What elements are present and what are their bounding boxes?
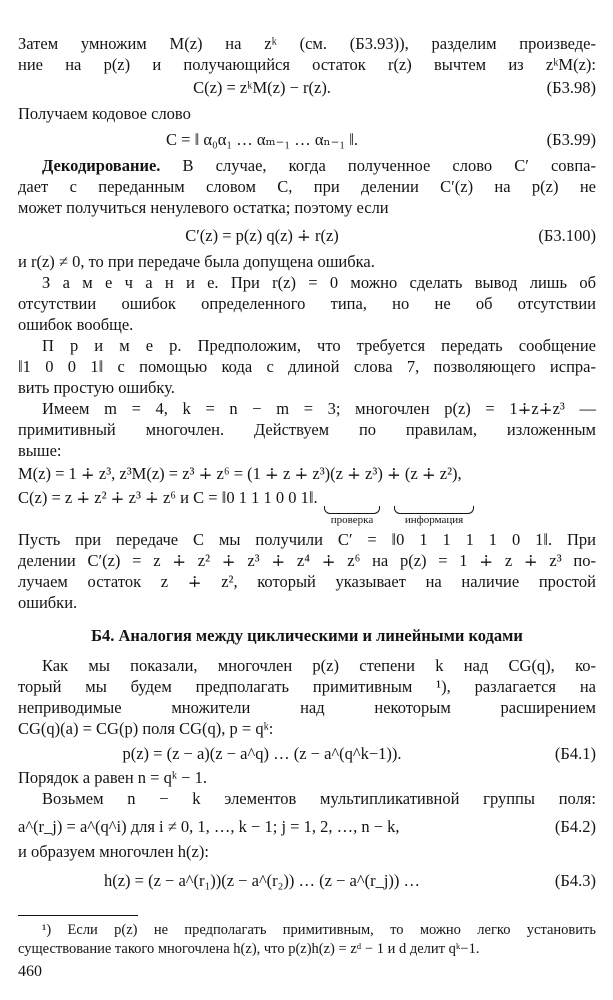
- formula: C = ‖ α₀α₁ … αₘ₋₁ … αₙ₋₁ ‖.: [166, 130, 358, 149]
- text-line: Порядок a равен n = qᵏ − 1.: [18, 768, 207, 787]
- check-brace: [324, 506, 380, 526]
- formula: a^(r_j) = a^(q^i) для i ≠ 0, 1, …, k − 1; j = 1, 2, …, n − k,: [18, 817, 400, 836]
- equation-number: (Б4.2): [554, 817, 596, 836]
- paragraph-heading: Декодирование.: [42, 156, 161, 175]
- formula: C′(z) = p(z) q(z) ∔ r(z): [185, 226, 339, 245]
- text-line: дает с переданным словом C, при делении C′(z) на p(z) не: [18, 177, 596, 196]
- equation-number: (Б3.98): [546, 78, 596, 97]
- text-line: [18, 156, 596, 176]
- underbrace: [394, 506, 474, 514]
- brace-label: информация: [404, 514, 464, 526]
- text-line: лучаем остаток z ∔ z², который указывает на наличие простой: [18, 572, 596, 591]
- text-line: отсутствии ошибок определенного типа, но не об отсутствии: [18, 294, 596, 313]
- text-line: неприводимые множители над некоторым расширением: [18, 698, 596, 717]
- text-line: и r(z) ≠ 0, то при передаче была допущена ошибка.: [18, 252, 375, 271]
- text-line: Затем умножим M(z) на zᵏ (см. (Б3.93)), разделим произведе-: [18, 34, 596, 53]
- footnote-rule: [18, 915, 138, 916]
- book-page: [18, 0, 596, 1000]
- text-line: Пусть при передаче C мы получили C′ = ‖0 1 1 1 1 0 1‖. При: [18, 530, 596, 549]
- formula: h(z) = (z − a^(r₁))(z − a^(r₂)) … (z − a^(r_j)) …: [103, 871, 421, 890]
- text-line: Возьмем n − k элементов мультипликативной группы поля:: [42, 789, 596, 808]
- text-line: ошибки.: [18, 593, 78, 612]
- underbrace: [324, 506, 380, 514]
- equation-number: (Б3.99): [546, 130, 596, 149]
- text-line: Как мы показали, многочлен p(z) степени k над CG(q), ко-: [42, 656, 596, 675]
- text-line: торый мы будем предполагать примитивным ¹), разлагается на: [18, 677, 596, 696]
- text-line: и образуем многочлен h(z):: [18, 842, 209, 861]
- text-fragment: В случае, когда полученное слово C′ совпа-: [160, 156, 596, 175]
- page-number: 460: [18, 963, 42, 980]
- text-line: ‖1 0 0 1‖ с помощью кода с длиной слова 7, позволяющего испра-: [18, 357, 596, 376]
- text-line: вить простую ошибку.: [18, 378, 175, 397]
- text-line: ошибок вообще.: [18, 315, 134, 334]
- text-line: может получиться ненулевого остатка; поэтому если: [18, 198, 389, 217]
- text-line: CG(q)(a) = CG(p) поля CG(q), p = qᵏ:: [18, 719, 274, 738]
- formula: C(z) = zᵏM(z) − r(z).: [193, 78, 331, 97]
- formula: p(z) = (z − a)(z − a^q) … (z − a^(q^k−1)).: [122, 744, 402, 763]
- text-line: примитивный многочлен. Действуем по правилам, изложенным: [18, 420, 596, 439]
- text-line: З а м е ч а н и е. При r(z) = 0 можно сделать вывод лишь об: [42, 273, 596, 292]
- equation-number: (Б3.100): [538, 226, 596, 245]
- equation-number: (Б4.3): [554, 871, 596, 890]
- footnote-line: ¹) Если p(z) не предполагать примитивным, то можно легко установить: [42, 922, 596, 938]
- text-line: делении C′(z) = z ∔ z² ∔ z³ ∔ z⁴ ∔ z⁶ на p(z) = 1 ∔ z ∔ z³ по-: [18, 551, 596, 570]
- info-brace: [394, 506, 474, 526]
- text-line: П р и м е р. Предположим, что требуется передать сообщение: [42, 336, 596, 355]
- footnote-line: существование такого многочлена h(z), что p(z)h(z) = zᵈ − 1 и d делит qᵏ−1.: [18, 941, 480, 957]
- section-heading: Б4. Аналогия между циклическими и линейными кодами: [91, 626, 523, 645]
- equation-c: C(z) = z ∔ z² ∔ z³ ∔ z⁶ и C = ‖0 1 1 1 0 0 1‖.: [18, 488, 318, 507]
- equation-number: (Б4.1): [554, 744, 596, 763]
- text-line: Имеем m = 4, k = n − m = 3; многочлен p(z) = 1∔z∔z³ —: [42, 399, 596, 418]
- text-line: выше:: [18, 441, 62, 460]
- text-line: ние на p(z) и получающийся остаток r(z) вычтем из zᵏM(z):: [18, 55, 596, 74]
- equation-m: M(z) = 1 ∔ z³, z³M(z) = z³ ∔ z⁶ = (1 ∔ z ∔ z³)(z ∔ z³) ∔ (z ∔ z²),: [18, 464, 462, 483]
- text-line: Получаем кодовое слово: [18, 104, 191, 123]
- brace-label: проверка: [330, 514, 374, 526]
